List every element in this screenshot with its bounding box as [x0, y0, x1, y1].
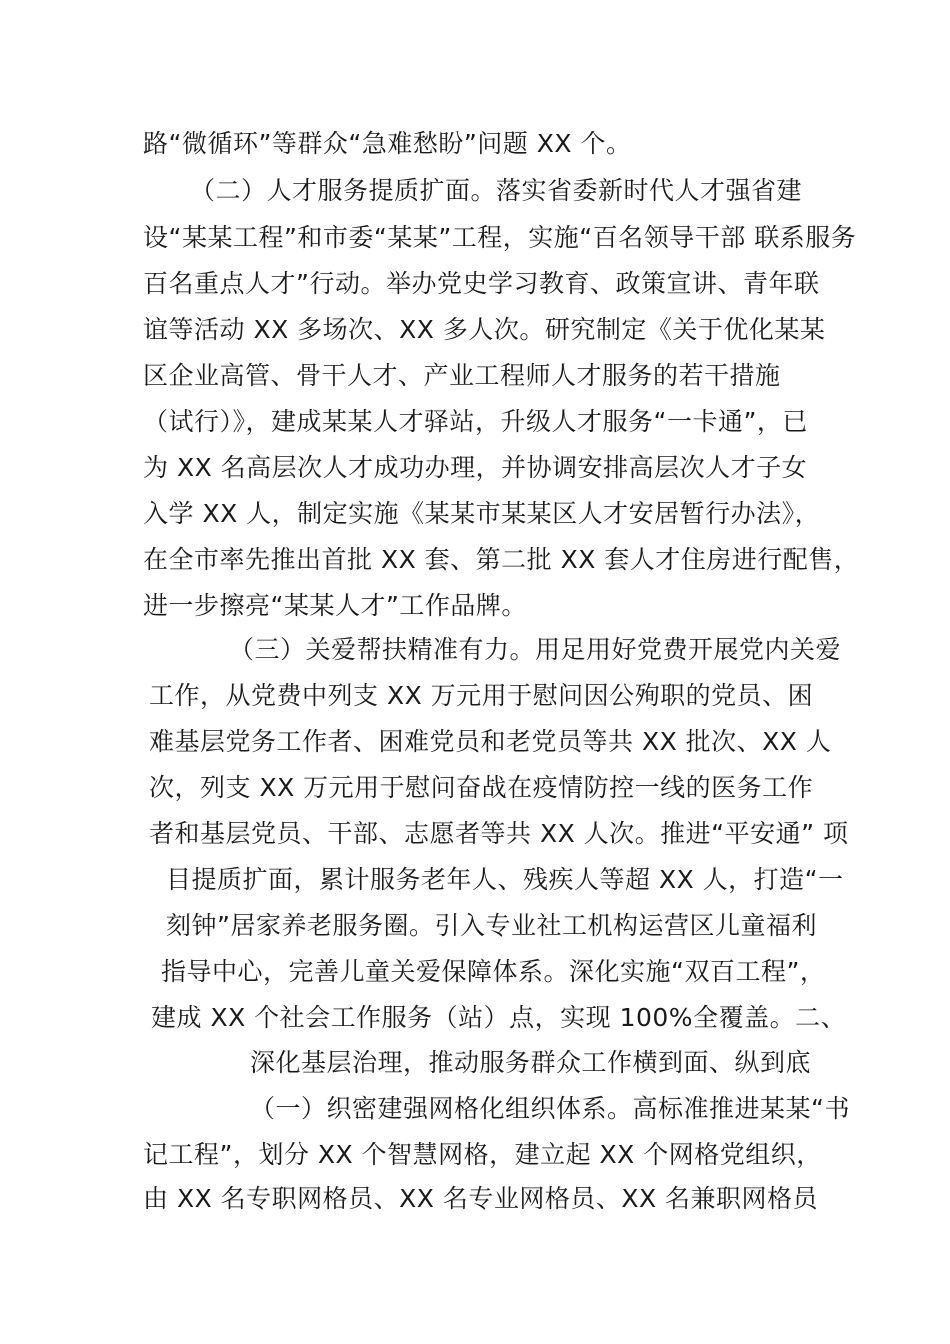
text-line: 指导中心，完善儿童关爱保障体系。深化实施“双百工程”，	[161, 957, 826, 986]
text-line: 设“某某工程”和市委“某某”工程，实施“百名领导干部 联系服务	[143, 223, 857, 252]
text-line: 在全市率先推出首批 XX 套、第二批 XX 套人才住房进行配售，	[143, 545, 860, 574]
text-line: 百名重点人才”行动。举办党史学习教育、政策宣讲、青年联	[143, 269, 820, 298]
section-heading-grid: （一）织密建强网格化组织体系。高标准推进某某“书	[250, 1094, 850, 1123]
text-line: （试行）》，建成某某人才驿站，升级人才服务“一卡通”，已	[143, 407, 808, 436]
text-line: 为 XX 名高层次人才成功办理，并协调安排高层次人才子女	[143, 453, 808, 482]
text-line: 区企业高管、骨干人才、产业工程师人才服务的若干措施	[143, 361, 781, 390]
text-line: 记工程”，划分 XX 个智慧网格，建立起 XX 个网格党组织，	[143, 1140, 822, 1169]
text-line: 建成 XX 个社会工作服务（站）点，实现 100%全覆盖。二、	[151, 1003, 847, 1032]
text-line: 路“微循环”等群众“急难愁盼”问题 XX 个。	[143, 129, 632, 158]
text-line: 次，列支 XX 万元用于慰问奋战在疫情防控一线的医务工作	[149, 773, 814, 802]
text-line: 进一步擦亮“某某人才”工作品牌。	[143, 591, 527, 620]
text-line: 难基层党务工作者、困难党员和老党员等共 XX 批次、XX 人	[149, 727, 832, 756]
text-line: 谊等活动 XX 多场次、XX 多人次。研究制定《关于优化某某	[143, 315, 826, 344]
text-line: 工作，从党费中列支 XX 万元用于慰问因公殉职的党员、困	[149, 681, 814, 710]
text-line: 入学 XX 人，制定实施《某某市某某区人才安居暂行办法》，	[143, 499, 821, 528]
text-line: 刻钟”居家养老服务圈。引入专业社工机构运营区儿童福利	[166, 911, 817, 940]
section-heading-governance: 深化基层治理，推动服务群众工作横到面、纵到底	[250, 1048, 812, 1077]
text-line: 目提质扩面，累计服务老年人、残疾人等超 XX 人，打造“一	[166, 865, 844, 894]
section-heading-care: （三）关爱帮扶精准有力。用足用好党费开展党内关爱	[229, 635, 842, 664]
section-heading-talent: （二）人才服务提质扩面。落实省委新时代人才强省建	[190, 176, 803, 205]
text-line: 者和基层党员、干部、志愿者等共 XX 人次。推进“平安通” 项	[149, 819, 849, 848]
text-line: 由 XX 名专职网格员、XX 名专业网格员、XX 名兼职网格员	[143, 1184, 819, 1213]
